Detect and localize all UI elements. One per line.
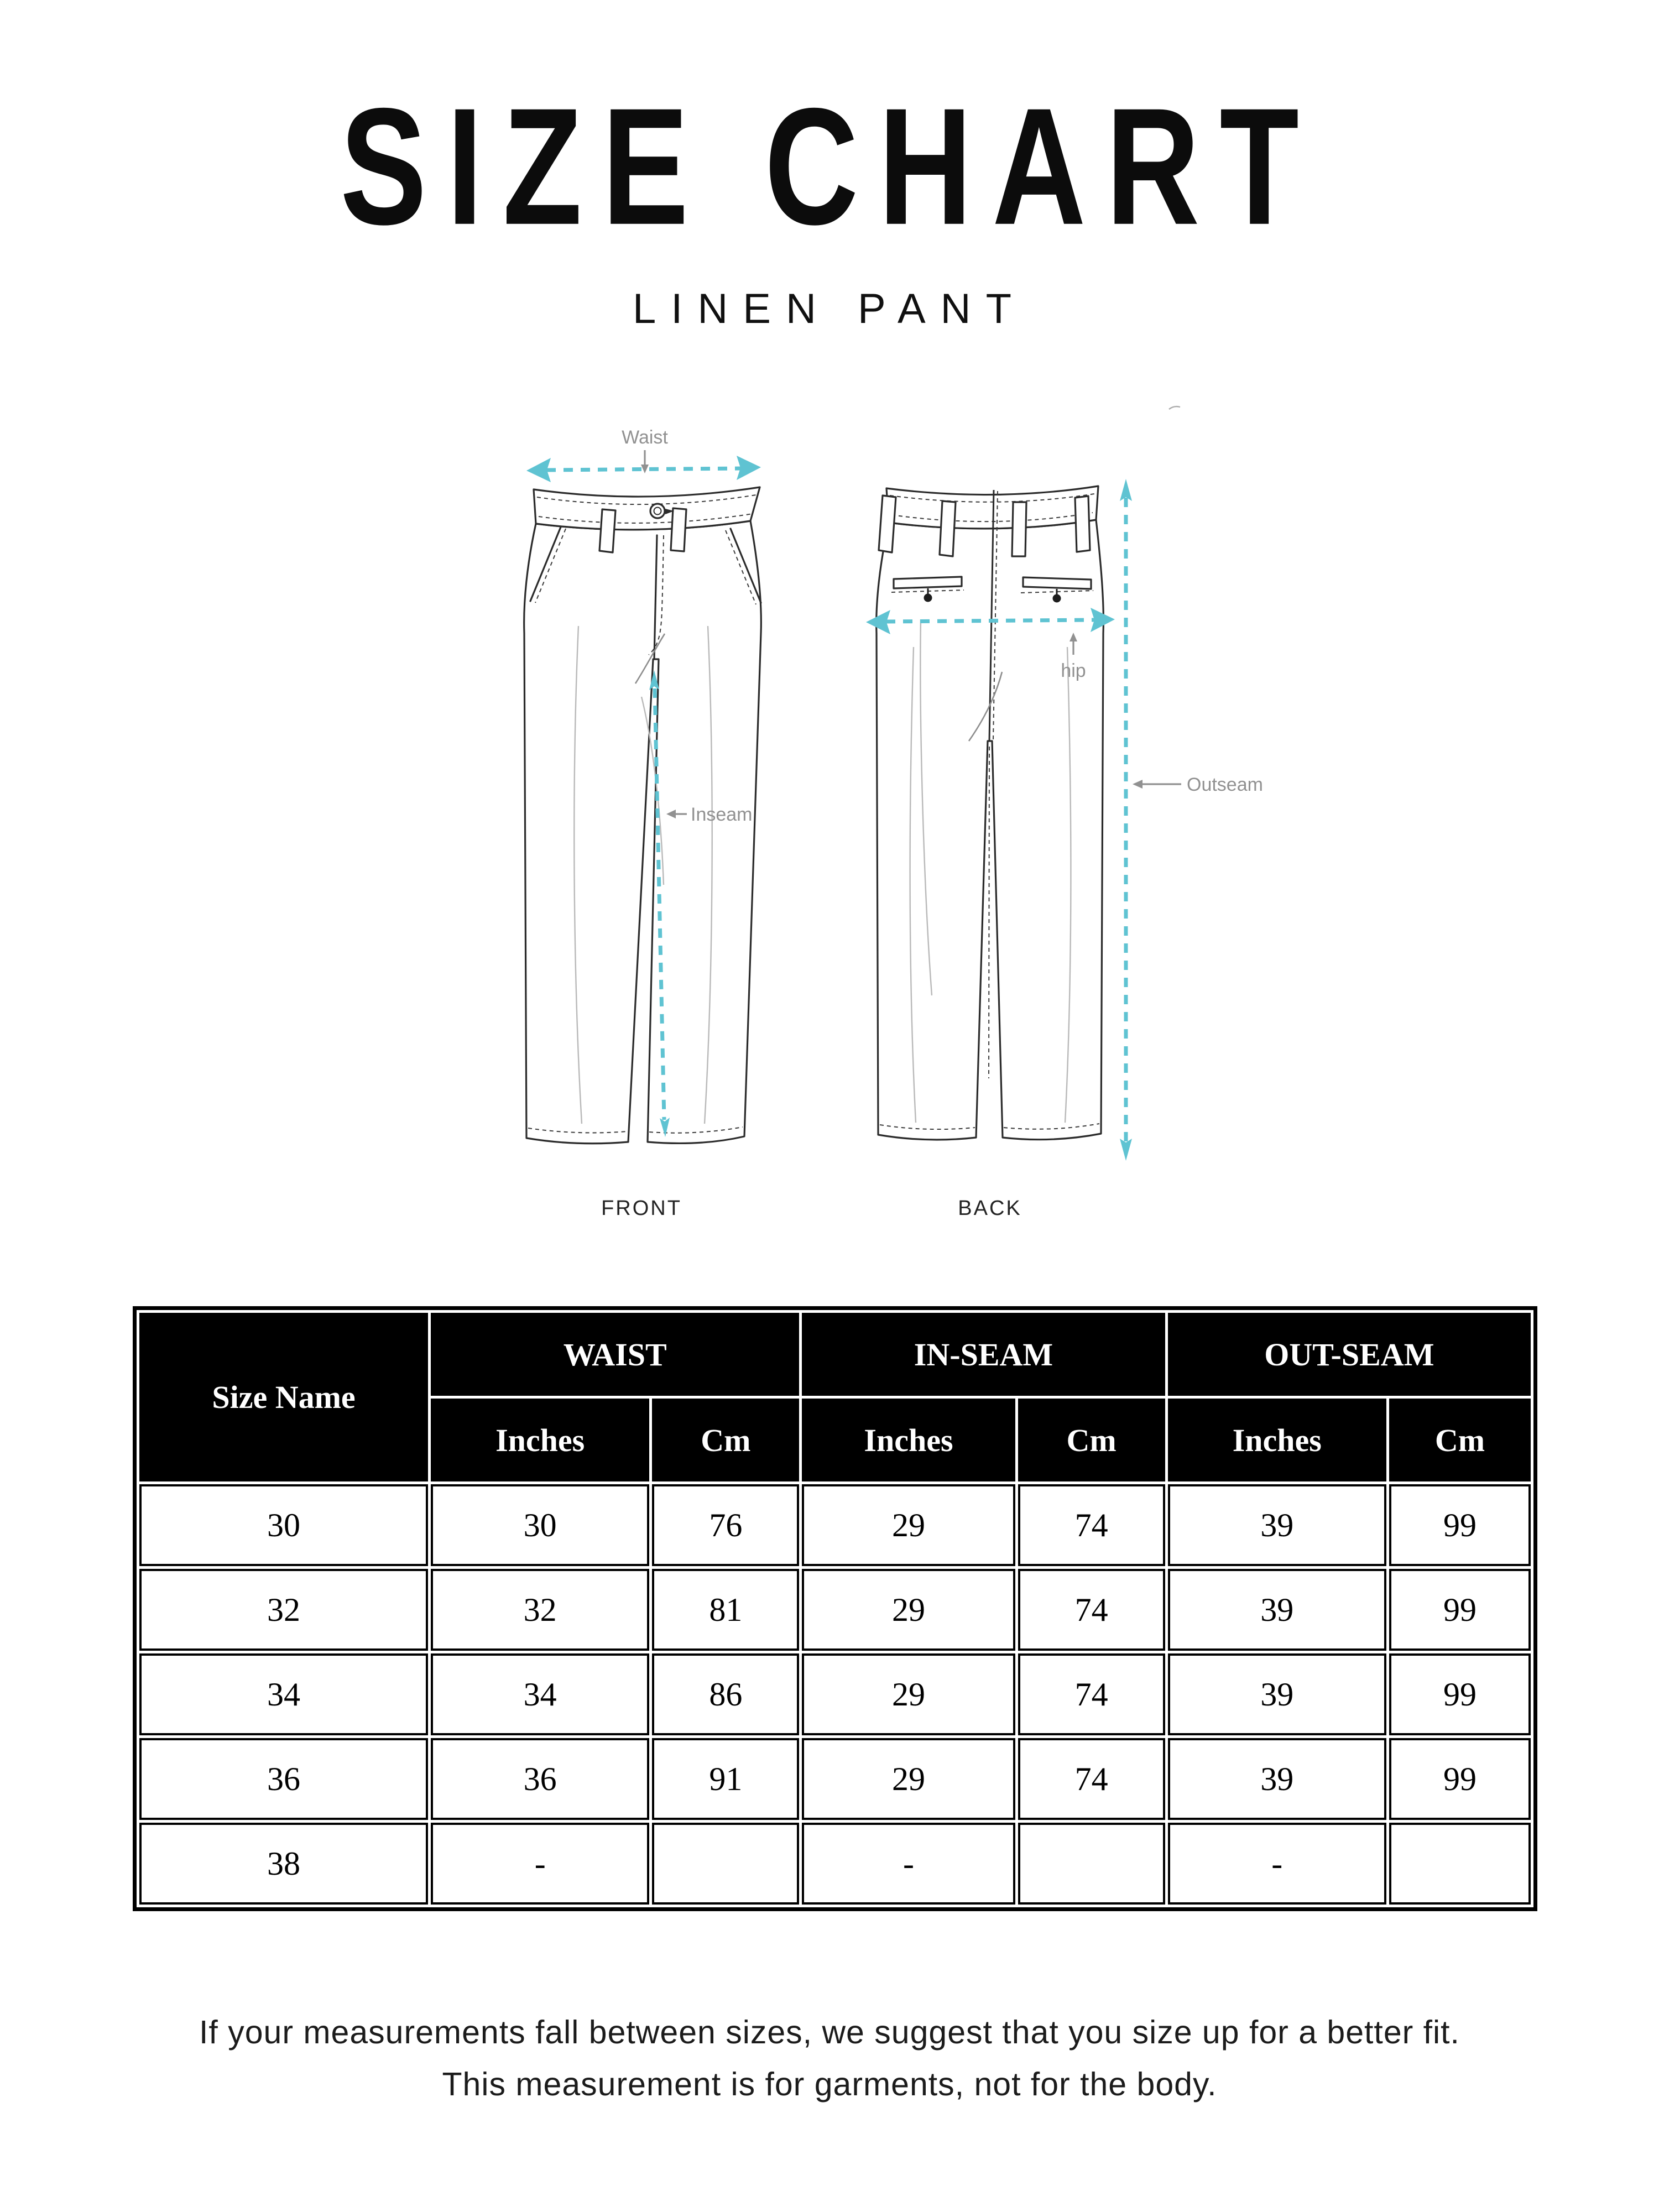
cell-inseam-in: 29 (802, 1569, 1015, 1651)
size-table-section (133, 1306, 1537, 1911)
table-header-group-row (139, 1313, 1531, 1396)
cell-outseam-cm: 99 (1389, 1484, 1531, 1566)
cell-outseam-cm: 99 (1389, 1653, 1531, 1735)
cell-outseam-in: 39 (1168, 1484, 1386, 1566)
header-inseam-inches: Inches (802, 1399, 1015, 1481)
outseam-label: Outseam (1187, 774, 1263, 795)
cell-waist-cm: 86 (652, 1653, 799, 1735)
page-subtitle: LINEN PANT (632, 285, 1026, 332)
cell-size: 32 (139, 1569, 428, 1651)
cell-outseam-in: - (1168, 1823, 1386, 1905)
cell-waist-in: - (431, 1823, 649, 1905)
table-row (139, 1823, 1531, 1905)
cell-inseam-cm (1018, 1823, 1165, 1905)
cell-waist-cm: 81 (652, 1569, 799, 1651)
inseam-label: Inseam (691, 804, 753, 825)
front-view-label: FRONT (601, 1197, 682, 1220)
header-waist: WAIST (431, 1313, 799, 1396)
table-row (139, 1653, 1531, 1735)
footer-line-1: If your measurements fall between sizes, we suggest that you size up for a better fit. (199, 2014, 1460, 2051)
header-size-name: Size Name (139, 1313, 428, 1481)
page-title: SIZE CHART (340, 73, 1319, 259)
table-row (139, 1569, 1531, 1651)
header-waist-cm: Cm (652, 1399, 799, 1481)
cell-waist-cm (652, 1823, 799, 1905)
cell-outseam-in: 39 (1168, 1738, 1386, 1820)
header-outseam-cm: Cm (1389, 1399, 1531, 1481)
table-row (139, 1484, 1531, 1566)
cell-size: 30 (139, 1484, 428, 1566)
footer-line-2: This measurement is for garments, not for the body. (442, 2066, 1217, 2103)
cell-inseam-in: 29 (802, 1738, 1015, 1820)
header-outseam-inches: Inches (1168, 1399, 1386, 1481)
cell-waist-in: 30 (431, 1484, 649, 1566)
waist-measure-arrow (526, 427, 761, 482)
cell-inseam-in: 29 (802, 1484, 1015, 1566)
sketch-stray-mark (1169, 406, 1180, 409)
cell-outseam-in: 39 (1168, 1569, 1386, 1651)
outseam-measure-arrow (1120, 479, 1263, 1161)
header-inseam-cm: Cm (1018, 1399, 1165, 1481)
back-pant-drawing (877, 486, 1104, 1140)
waist-label: Waist (622, 427, 668, 448)
back-view-label: BACK (958, 1197, 1022, 1220)
header-inseam: IN-SEAM (802, 1313, 1165, 1396)
cell-inseam-in: 29 (802, 1653, 1015, 1735)
cell-inseam-cm: 74 (1018, 1569, 1165, 1651)
cell-size: 34 (139, 1653, 428, 1735)
cell-outseam-cm: 99 (1389, 1738, 1531, 1820)
cell-inseam-cm: 74 (1018, 1653, 1165, 1735)
cell-outseam-in: 39 (1168, 1653, 1386, 1735)
cell-outseam-cm (1389, 1823, 1531, 1905)
header-outseam: OUT-SEAM (1168, 1313, 1531, 1396)
cell-inseam-cm: 74 (1018, 1738, 1165, 1820)
table-row (139, 1738, 1531, 1820)
cell-waist-cm: 91 (652, 1738, 799, 1820)
cell-waist-cm: 76 (652, 1484, 799, 1566)
cell-waist-in: 36 (431, 1738, 649, 1820)
cell-inseam-cm: 74 (1018, 1484, 1165, 1566)
cell-size: 36 (139, 1738, 428, 1820)
cell-waist-in: 32 (431, 1569, 649, 1651)
header-waist-inches: Inches (431, 1399, 649, 1481)
hip-label: hip (1061, 660, 1086, 681)
cell-outseam-cm: 99 (1389, 1569, 1531, 1651)
size-table (133, 1306, 1537, 1911)
cell-waist-in: 34 (431, 1653, 649, 1735)
cell-inseam-in: - (802, 1823, 1015, 1905)
footer-note (0, 2006, 1659, 2110)
pant-diagram (470, 387, 1300, 1244)
cell-size: 38 (139, 1823, 428, 1905)
